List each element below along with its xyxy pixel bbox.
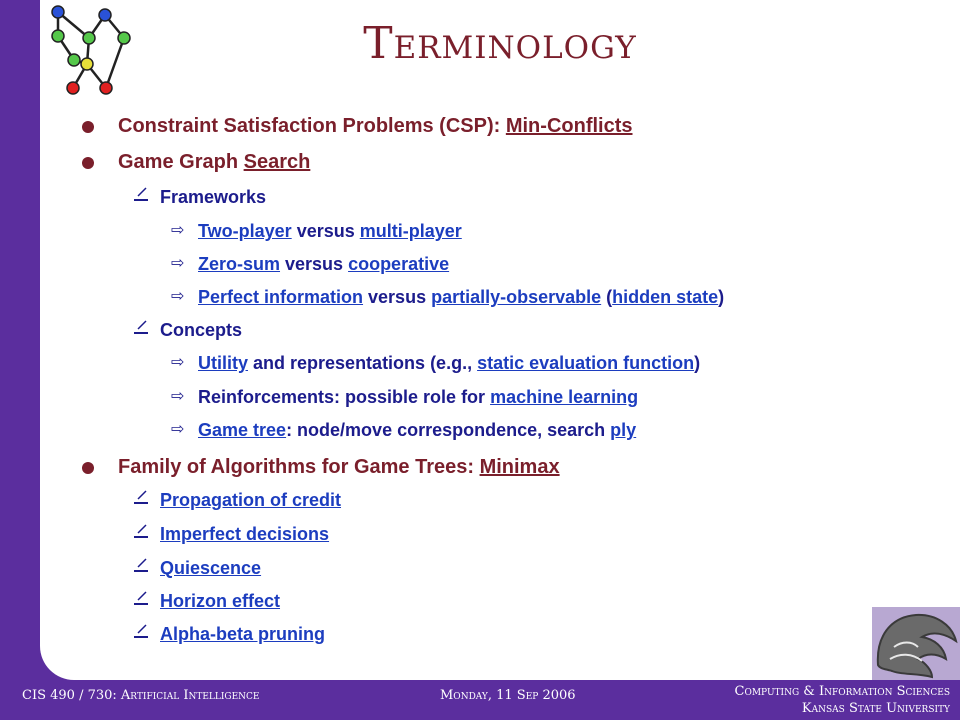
department: Computing & Information Sciences (734, 684, 950, 699)
frameworks-label: Frameworks (160, 187, 267, 207)
dash-bullet-icon (132, 318, 154, 338)
two-player-link[interactable]: Two-player (198, 221, 292, 241)
bullet-c2 (171, 387, 639, 408)
fw3-close: ) (718, 287, 725, 307)
bullet-csp (118, 115, 633, 138)
bullet-fw3 (171, 287, 725, 308)
propagation-of-credit-link[interactable]: Propagation of credit (160, 490, 342, 510)
machine-learning-link[interactable]: machine learning (490, 387, 639, 407)
bullet-algo-5 (160, 624, 325, 645)
bullet-fw1 (171, 221, 462, 242)
arrow-icon: ⇨ (171, 388, 185, 405)
bullet-game-graph (118, 151, 310, 174)
dash-bullet-icon (132, 522, 154, 542)
bullet-family (118, 456, 560, 479)
fw3-mid: versus (363, 287, 432, 307)
bullet-algo-1 (160, 490, 341, 511)
game-graph-text: Game Graph (118, 151, 244, 173)
quiescence-link[interactable]: Quiescence (160, 558, 262, 578)
arrow-icon: ⇨ (171, 288, 185, 305)
bullet-fw2 (171, 254, 450, 275)
minimax-link[interactable]: Minimax (479, 456, 560, 478)
c3-mid: : node/move correspondence, search (286, 420, 611, 440)
slide-title: Terminology (363, 18, 637, 69)
alpha-beta-pruning-link[interactable]: Alpha-beta pruning (160, 624, 325, 644)
bullet-c3 (171, 420, 637, 441)
course-name: CIS 490 / 730: Artificial Intelligence (22, 688, 260, 703)
dash-bullet-icon (132, 185, 154, 205)
dash-bullet-icon (132, 622, 154, 642)
university: Kansas State University (801, 701, 950, 716)
arrow-icon: ⇨ (171, 421, 185, 438)
bullet-algo-3 (160, 558, 261, 579)
bullet-algo-4 (160, 591, 280, 612)
fw2-mid: versus (280, 254, 349, 274)
hidden-state-link[interactable]: hidden state (612, 287, 719, 307)
c1-mid: and representations (e.g., (248, 353, 478, 373)
cooperative-link[interactable]: cooperative (348, 254, 450, 274)
partially-observable-link[interactable]: partially-observable (431, 287, 602, 307)
concepts-label: Concepts (160, 320, 243, 340)
wildcat-logo-icon (872, 607, 960, 680)
dash-bullet-icon (132, 589, 154, 609)
fw3-open: ( (601, 287, 613, 307)
fw1-mid: versus (291, 221, 360, 241)
search-link[interactable]: Search (243, 151, 311, 173)
arrow-icon: ⇨ (171, 222, 185, 239)
bullet-dot-icon (82, 121, 94, 133)
arrow-icon: ⇨ (171, 354, 185, 371)
game-tree-link[interactable]: Game tree (198, 420, 287, 440)
min-conflicts-link[interactable]: Min-Conflicts (505, 115, 633, 137)
utility-link[interactable]: Utility (198, 353, 249, 373)
multi-player-link[interactable]: multi-player (359, 221, 462, 241)
c1-close: ) (694, 353, 701, 373)
dash-bullet-icon (132, 556, 154, 576)
zero-sum-link[interactable]: Zero-sum (198, 254, 281, 274)
horizon-effect-link[interactable]: Horizon effect (160, 591, 281, 611)
bullet-dot-icon (82, 462, 94, 474)
bullet-concepts (160, 320, 242, 341)
family-text: Family of Algorithms for Game Trees: (118, 456, 480, 478)
arrow-icon: ⇨ (171, 255, 185, 272)
bullet-frameworks (160, 187, 266, 208)
bullet-c1 (171, 353, 701, 374)
perfect-information-link[interactable]: Perfect information (198, 287, 364, 307)
static-evaluation-function-link[interactable]: static evaluation function (477, 353, 695, 373)
c2-text: Reinforcements: possible role for (198, 387, 491, 407)
bullet-algo-2 (160, 524, 329, 545)
dash-bullet-icon (132, 488, 154, 508)
csp-text: Constraint Satisfaction Problems (CSP): (118, 115, 506, 137)
bullet-dot-icon (82, 157, 94, 169)
lecture-date: Monday, 11 Sep 2006 (440, 688, 576, 703)
footer (0, 680, 960, 720)
ply-link[interactable]: ply (610, 420, 637, 440)
imperfect-decisions-link[interactable]: Imperfect decisions (160, 524, 330, 544)
